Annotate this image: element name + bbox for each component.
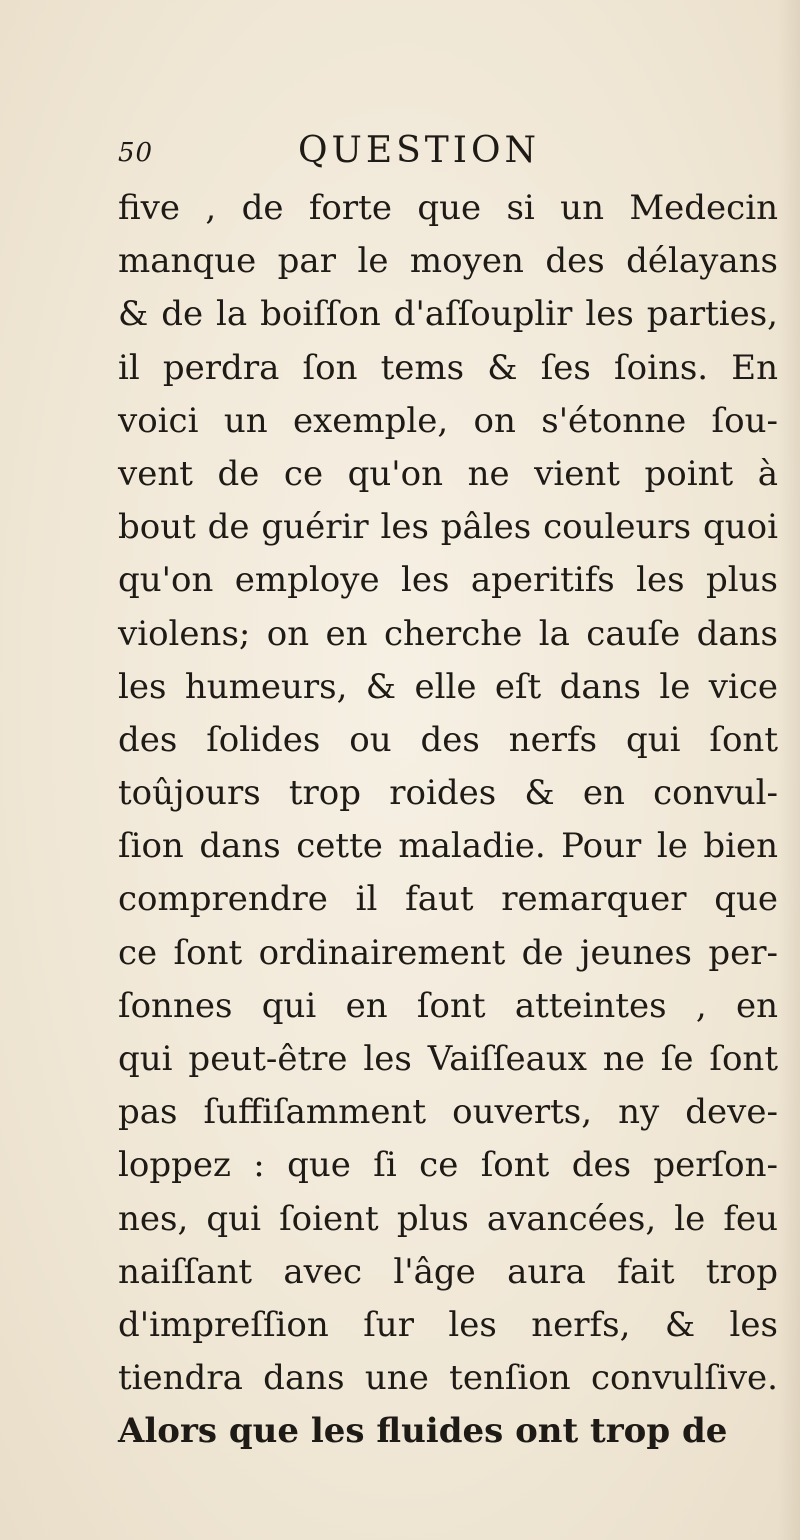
text-line: bout de guérir les pâles couleurs quoi [118, 507, 778, 548]
text-line: les humeurs, & elle eſt dans le vice [118, 666, 778, 707]
text-line: five , de forte que si un Medecin [118, 188, 778, 228]
text-line: vent de ce qu'on ne vient point à [118, 453, 778, 494]
text-line: d'impreſſion ſur les nerfs, & les [118, 1304, 778, 1345]
page-number: 50 [118, 138, 154, 168]
page-header [118, 130, 758, 180]
text-line: comprendre il faut remarquer que [118, 879, 778, 920]
text-line: ſion dans cette maladie. Pour le bien [118, 826, 778, 867]
text-line: tiendra dans une tenſion convulſive. [118, 1358, 778, 1399]
text-line: ſonnes qui en ſont atteintes , en [118, 985, 778, 1026]
text-line: & de la boiſſon d'aſſouplir les parties, [118, 294, 778, 335]
text-line: voici un exemple, on s'étonne ſou- [118, 400, 778, 441]
running-title: QUESTION [298, 130, 541, 171]
body-text [118, 182, 778, 1459]
text-line: qui peut-être les Vaiſſeaux ne ſe ſont [118, 1039, 778, 1079]
text-line: ce ſont ordinairement de jeunes per- [118, 932, 778, 973]
text-line: loppez : que ſi ce ſont des perſon- [118, 1145, 778, 1186]
text-line: naiſſant avec l'âge aura fait trop [118, 1251, 778, 1292]
text-line: qu'on employe les aperitifs les plus [118, 560, 778, 601]
text-line: toûjours trop roides & en convul- [118, 773, 778, 814]
text-line: manque par le moyen des délayans [118, 241, 778, 282]
text-line: des ſolides ou des nerfs qui ſont [118, 719, 778, 760]
text-line-last: Alors que les fluides ont trop de [118, 1411, 728, 1452]
page-edge-shadow [778, 0, 800, 1540]
text-line: pas ſuffiſamment ouverts, ny deve- [118, 1092, 778, 1133]
text-line: violens; on en cherche la cauſe dans [118, 613, 778, 654]
text-line: il perdra ſon tems & ſes ſoins. En [118, 347, 778, 388]
text-line: nes, qui ſoient plus avancées, le feu [118, 1198, 778, 1239]
